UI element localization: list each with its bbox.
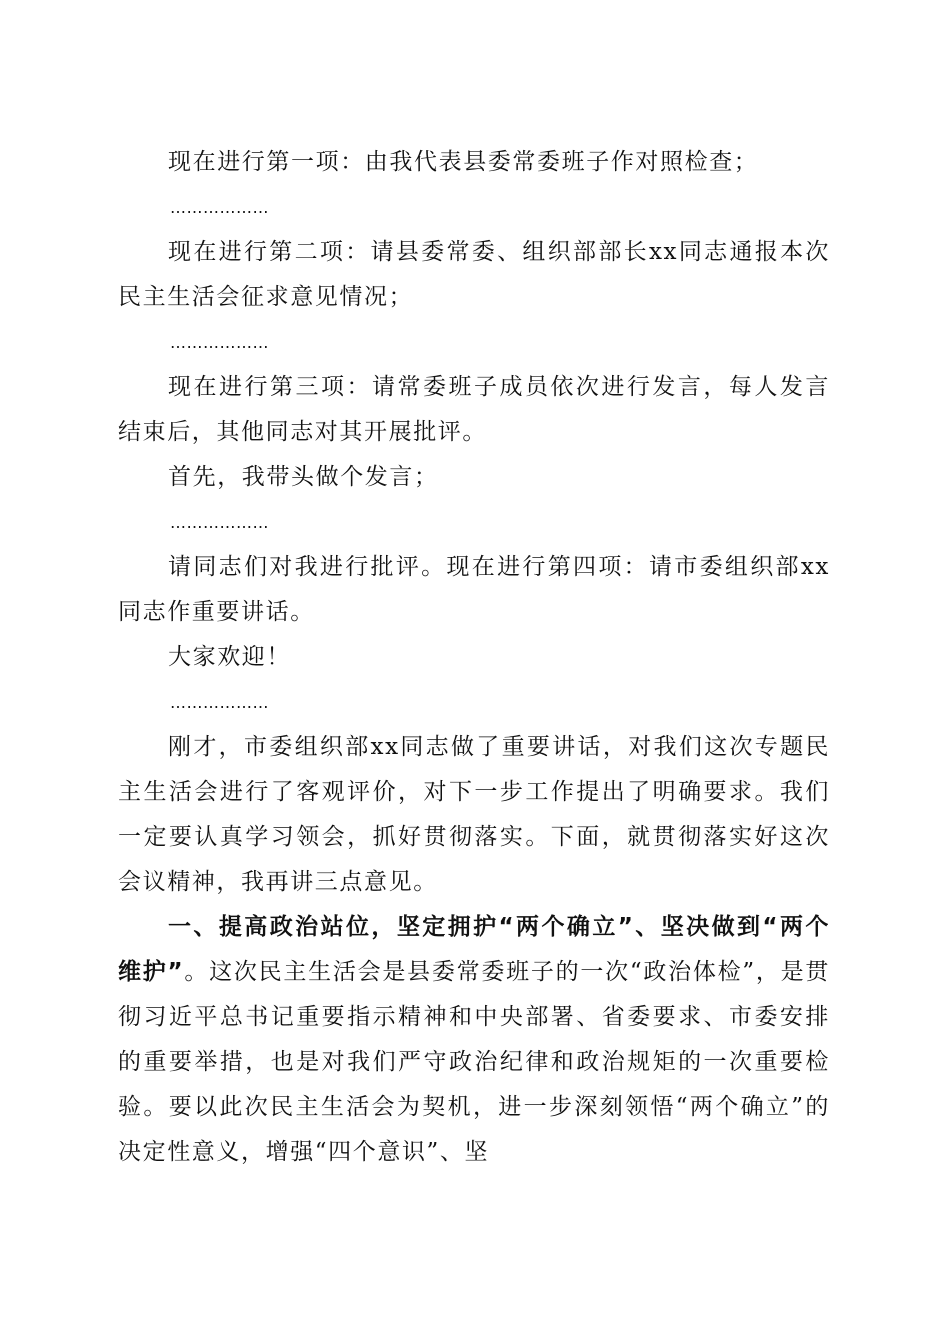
paragraph-item-3: 现在进行第三项：请常委班子成员依次进行发言，每人发言结束后，其他同志对其开展批评。 xyxy=(118,374,830,445)
paragraph-item-7: 刚才，市委组织部xx同志做了重要讲话，对我们这次专题民主生活会进行了客观评价，对下一步工作提出了明确要求。我们一定要认真学习领会，抓好贯彻落实。下面，就贯彻落实好这次会议精神，我再讲三点意见。 xyxy=(118,734,830,895)
paragraph-item-5: 请同志们对我进行批评。现在进行第四项：请市委组织部xx同志作重要讲话。 xyxy=(118,554,830,625)
section-body-1: 。这次民主生活会是县委常委班子的一次“政治体检”，是贯彻习近平总书记重要指示精神和中央部署、省委要求、市委安排的重要举措，也是对我们严守政治纪律和政治规矩的一次重要检验。要以此次民主生活会为契机，进一步深刻领悟“两个确立”的决定性意义，增强“四个意识”、坚 xyxy=(118,959,830,1165)
paragraph-item-2: 现在进行第二项：请县委常委、组织部部长xx同志通报本次民主生活会征求意见情况； xyxy=(118,239,830,310)
ellipsis-separator-2: ……………… xyxy=(170,333,269,352)
section-heading-1: 一、提高政治站位，坚定拥护“两个确立”、坚决做到“两个维护” xyxy=(118,914,830,985)
paragraph-item-4: 首先，我带头做个发言； xyxy=(168,464,439,490)
ellipsis-separator-4: ……………… xyxy=(170,693,269,712)
ellipsis-separator-1: ……………… xyxy=(170,198,269,217)
document-body xyxy=(118,140,830,1175)
paragraph-item-8 xyxy=(118,905,830,1175)
paragraph-item-6: 大家欢迎！ xyxy=(168,644,291,670)
paragraph-item-1: 现在进行第一项：由我代表县委常委班子作对照检查； xyxy=(168,149,759,175)
ellipsis-separator-3: ……………… xyxy=(170,513,269,532)
